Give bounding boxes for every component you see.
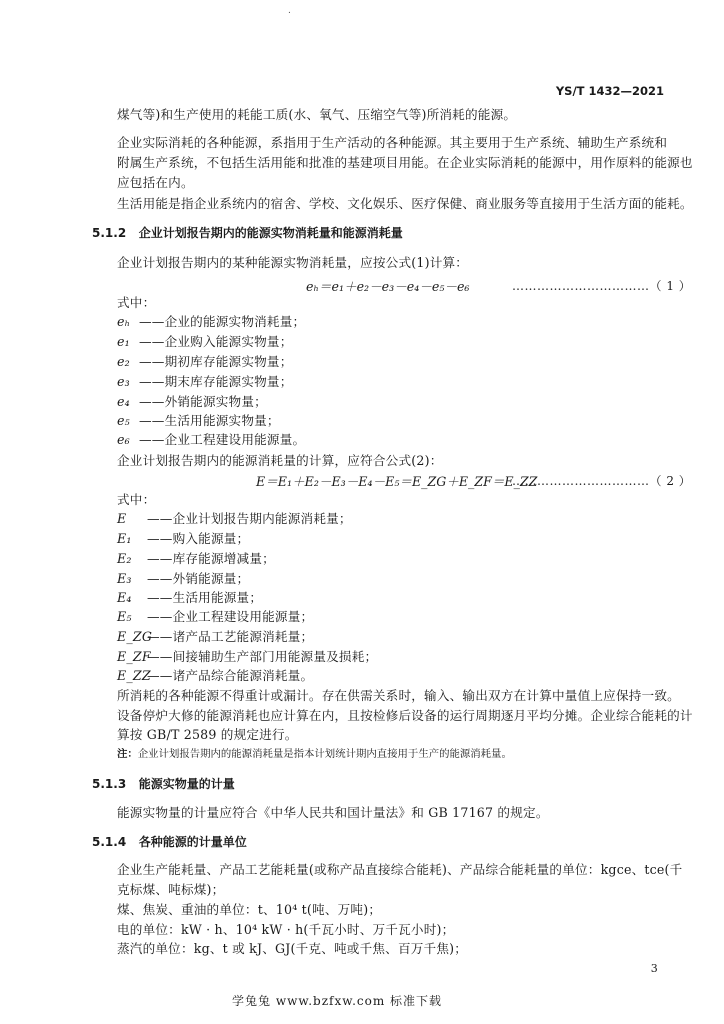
def-symbol: E_ZZ: [117, 668, 151, 683]
def-text: ——生活用能源实物量；: [139, 413, 280, 428]
section-512-heading: [92, 224, 403, 241]
def-2-E1: [117, 529, 249, 549]
def-symbol: E₅: [117, 609, 132, 624]
def-1-eh: [117, 312, 305, 332]
def-text: ——外销能源量；: [147, 571, 250, 586]
def-symbol: e₂: [117, 354, 130, 369]
def-text: ——企业计划报告期内能源消耗量；: [147, 511, 352, 526]
def-1-e4: [117, 392, 267, 412]
para-512-line-2: 设备停炉大修的能源消耗也应计算在内，且按检修后设备的运行周期逐月平均分摊。企业综合能耗的计: [117, 708, 693, 723]
def-symbol: e₆: [117, 432, 130, 447]
def-text: ——诸产品工艺能源消耗量；: [147, 629, 314, 644]
def-text: ——企业的能源实物消耗量；: [139, 314, 306, 329]
def-text: ——期初库存能源实物量；: [139, 354, 293, 369]
intro-line-3: 附属生产系统，不包括生活用能和批准的基建项目用能。在企业实际消耗的能源中，用作原料的能源也: [117, 155, 693, 170]
section-513-text: 能源实物量的计量应符合《中华人民共和国计量法》和 GB 17167 的规定。: [117, 805, 549, 820]
def-1-e3: [117, 372, 293, 392]
def-symbol: e₄: [117, 394, 130, 409]
unit-line-2: 克标煤、吨标煤)；: [117, 882, 225, 897]
note-512: [117, 745, 512, 760]
standard-code: YS/T 1432—2021: [555, 84, 664, 98]
def-text: ——期末库存能源实物量；: [139, 374, 293, 389]
def-text: ——外销能源实物量；: [139, 394, 267, 409]
lead-formula-1: 企业计划报告期内的某种能源实物消耗量，应按公式(1)计算：: [117, 255, 469, 270]
def-2-E2: [117, 549, 275, 569]
def-2-EZF: [117, 647, 377, 667]
def-1-e6: [117, 430, 305, 450]
def-1-e2: [117, 352, 293, 372]
intro-line-2: 企业实际消耗的各种能源，系指用于生产活动的各种能源。其主要用于生产系统、辅助生产系统和: [117, 135, 668, 150]
footer-watermark: 学兔兔 www.bzfxw.com 标准下载: [232, 994, 443, 1008]
intro-line-1: 煤气等)和生产使用的耗能工质(水、氧气、压缩空气等)所消耗的能源。: [117, 107, 517, 122]
section-514-heading: [92, 833, 247, 850]
def-2-E5: [117, 607, 313, 627]
def-symbol: E₄: [117, 590, 132, 605]
def-symbol: E₁: [117, 531, 132, 546]
intro-line-4: 应包括在内。: [117, 175, 194, 190]
def-1-e1: [117, 332, 293, 352]
def-text: ——间接辅助生产部门用能源量及损耗；: [147, 649, 378, 664]
formula-1: eₕ＝e₁＋e₂－e₃－e₄－e₅－e₆: [306, 279, 470, 294]
para-512-line-1: 所消耗的各种能源不得重计或漏计。存在供需关系时，输入、输出双方在计算中量值上应保持一致。: [117, 688, 680, 703]
def-2-EZZ: [117, 666, 313, 686]
def-symbol: e₃: [117, 374, 130, 389]
section-512-number: 5.1.2: [92, 226, 127, 240]
def-text: ——购入能源量；: [147, 531, 250, 546]
where-label-1: 式中：: [117, 295, 156, 310]
section-513-heading: [92, 775, 235, 792]
def-1-e5: [117, 411, 280, 431]
intro-line-5: 生活用能是指企业系统内的宿舍、学校、文化娱乐、医疗保健、商业服务等直接用于生活方面的能耗。: [117, 196, 693, 211]
formula-1-number: ……………………………（ 1 ）: [512, 279, 692, 293]
lead-formula-2: 企业计划报告期内的能源消耗量的计算，应符合公式(2)：: [117, 453, 443, 468]
def-symbol: E₂: [117, 551, 132, 566]
def-2-EZG: [117, 627, 313, 647]
def-symbol: E: [117, 511, 127, 526]
def-text: ——企业工程建设用能源量。: [139, 432, 306, 447]
def-text: ——企业工程建设用能源量；: [147, 609, 314, 624]
def-2-E4: [117, 588, 262, 608]
def-2-E3: [117, 569, 249, 589]
def-text: ——生活用能源量；: [147, 590, 263, 605]
def-2-E: [117, 509, 352, 529]
section-514-number: 5.1.4: [92, 835, 127, 849]
def-text: ——库存能源增减量；: [147, 551, 275, 566]
formula-2: E＝E₁＋E₂－E₃－E₄－E₅＝E_ZG＋E_ZF＝E_ZZ: [256, 474, 538, 489]
unit-line-3: 煤、焦炭、重油的单位：t、10⁴ t(吨、万吨)；: [117, 902, 382, 917]
section-513-title: 能源实物量的计量: [138, 777, 235, 791]
note-text: 企业计划报告期内的能源消耗量是指本计划统计期内直接用于生产的能源消耗量。: [137, 748, 512, 760]
note-label: 注：: [117, 748, 138, 760]
section-512-title: 企业计划报告期内的能源实物消耗量和能源消耗量: [138, 226, 403, 240]
para-512-line-3: 算按 GB/T 2589 的规定进行。: [117, 727, 298, 742]
def-symbol: e₁: [117, 334, 130, 349]
formula-2-number: ……………………………（ 2 ）: [512, 474, 692, 488]
def-symbol: eₕ: [117, 314, 131, 329]
unit-line-1: 企业生产能耗量、产品工艺能耗量(或称产品直接综合能耗)、产品综合能耗量的单位：kgce、tce(千: [117, 862, 683, 877]
def-text: ——诸产品综合能源消耗量。: [147, 668, 314, 683]
page-number: 3: [650, 962, 658, 975]
def-symbol: e₅: [117, 413, 130, 428]
unit-line-4: 电的单位：kW · h、10⁴ kW · h(千瓦小时、万千瓦小时)；: [117, 922, 455, 937]
def-symbol: E_ZG: [117, 629, 153, 644]
unit-line-5: 蒸汽的单位：kg、t 或 kJ、GJ(千克、吨或千焦、百万千焦)；: [117, 941, 468, 956]
def-text: ——企业购入能源实物量；: [139, 334, 293, 349]
section-513-number: 5.1.3: [92, 777, 127, 791]
section-514-title: 各种能源的计量单位: [138, 835, 247, 849]
top-mark: .: [288, 6, 291, 16]
def-symbol: E_ZF: [117, 649, 151, 664]
def-symbol: E₃: [117, 571, 132, 586]
where-label-2: 式中：: [117, 492, 156, 507]
